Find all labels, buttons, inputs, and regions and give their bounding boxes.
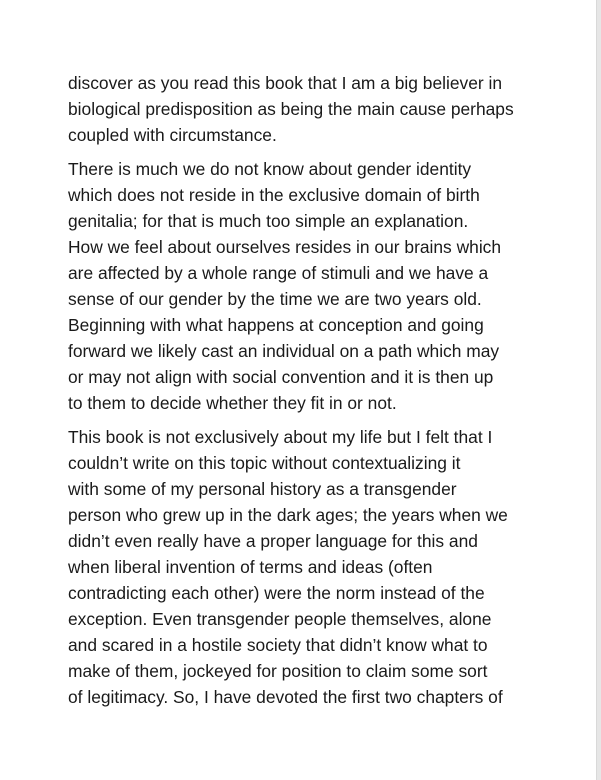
text-line: Beginning with what happens at conception and going	[68, 315, 484, 335]
body-text	[68, 70, 543, 710]
text-line: to them to decide whether they fit in or not.	[68, 393, 397, 413]
text-line: which does not reside in the exclusive domain of birth	[68, 185, 480, 205]
text-line: forward we likely cast an individual on a path which may	[68, 341, 500, 361]
paragraph-spacing	[68, 148, 543, 156]
text-line: didn’t even really have a proper language for this and	[68, 531, 478, 551]
text-line: biological predisposition as being the main cause perhaps	[68, 99, 514, 119]
text-line: discover as you read this book that I am a big believer in	[68, 73, 503, 93]
text-line: There is much we do not know about gender identity	[68, 159, 472, 179]
text-line: genitalia; for that is much too simple an explanation.	[68, 211, 469, 231]
text-line: How we feel about ourselves resides in our brains which	[68, 237, 502, 257]
paragraph-2	[68, 156, 543, 416]
text-line: or may not align with social convention and it is then up	[68, 367, 494, 387]
page-edge	[597, 0, 601, 780]
text-line: make of them, jockeyed for position to claim some sort	[68, 661, 488, 681]
text-line: contradicting each other) were the norm instead of the	[68, 583, 485, 603]
text-line: exception. Even transgender people themselves, alone	[68, 609, 492, 629]
paragraph-spacing	[68, 416, 543, 424]
paragraph-3	[68, 424, 543, 710]
text-line: of legitimacy. So, I have devoted the first two chapters of	[68, 687, 503, 707]
text-line: sense of our gender by the time we are two years old.	[68, 289, 482, 309]
text-line: couldn’t write on this topic without contextualizing it	[68, 453, 461, 473]
text-line: with some of my personal history as a transgender	[68, 479, 457, 499]
paragraph-1	[68, 70, 543, 148]
text-line: coupled with circumstance.	[68, 125, 277, 145]
text-line: are affected by a whole range of stimuli and we have a	[68, 263, 489, 283]
text-line: and scared in a hostile society that didn’t know what to	[68, 635, 488, 655]
text-line: person who grew up in the dark ages; the years when we	[68, 505, 508, 525]
text-line: when liberal invention of terms and ideas (often	[68, 557, 433, 577]
text-line: This book is not exclusively about my life but I felt that I	[68, 427, 493, 447]
